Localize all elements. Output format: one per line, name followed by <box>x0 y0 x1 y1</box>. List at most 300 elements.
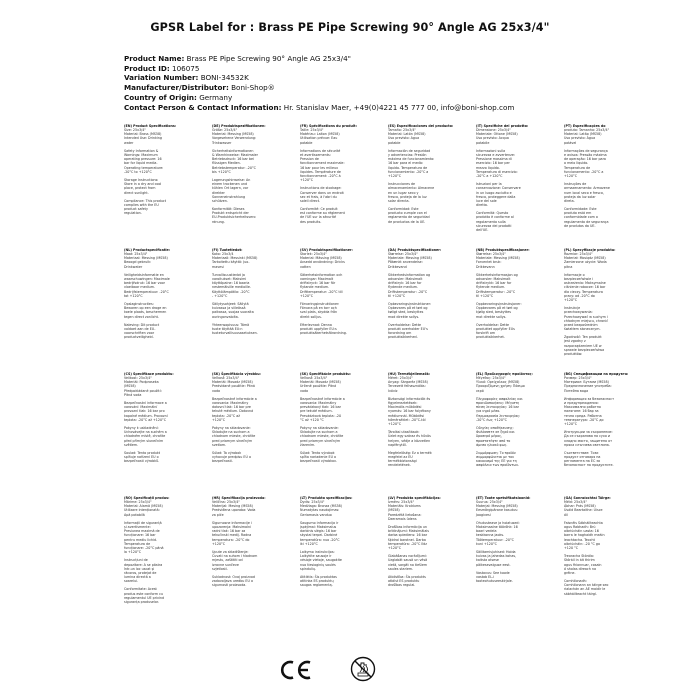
spec-line: Stóráil in áit thirim <box>564 558 595 563</box>
spec-line: Glabāšanas norādījumi: <box>388 554 427 559</box>
spec-line: Θερμοκρασία λειτουργίας: <box>476 413 521 418</box>
spec-line: Säkerhetsinformation och <box>300 272 343 277</box>
spec-line: chladném místě, chraňte <box>124 434 166 439</box>
spec-line: funcționare: -20°C până <box>124 545 164 550</box>
spec-line: Maksimaalne töörõhk: 16 <box>476 525 518 530</box>
spec-line: Materiāls: Kroldums <box>388 504 421 509</box>
spec-line: (MS58) <box>388 508 400 513</box>
spec-line: Material: Mässing (MS58) <box>300 256 342 261</box>
spec-line: iki +120°C <box>300 541 318 546</box>
spec-line: conservazione: Conservare <box>476 186 521 191</box>
spec-line: rdnung. <box>212 219 225 224</box>
header-row <box>124 54 514 64</box>
spec-block <box>388 496 460 587</box>
spec-line: lumina directă a <box>124 574 151 579</box>
spec-line: fresco, proteggere dalla <box>476 194 516 199</box>
spec-block-heading: (ES) Especificaciones del producto: <box>388 124 454 128</box>
spec-line: Drinkwater <box>124 264 143 269</box>
spec-line: Predvídané použitie: Pitná <box>212 384 255 389</box>
spec-line: varování: Maximální <box>124 405 158 410</box>
spec-line: Faisnéis Sábháilteachta <box>564 520 603 525</box>
spec-line: +120°C <box>388 545 402 550</box>
spec-line: Opbevaringsinstruktioner: <box>388 302 432 307</box>
spec-line: +120°C <box>212 417 226 422</box>
spec-line: sprawie bezpieczeństwa <box>564 347 605 352</box>
spec-line: Uso previsto: Agua <box>388 136 420 141</box>
spec-line: produktsäkerhetsförordning. <box>300 331 347 336</box>
spec-line: Informații de siguranță <box>124 520 162 525</box>
spec-line: & Warnhinweise: Maximaler <box>212 153 258 158</box>
spec-line: varningar: Maximalt <box>300 277 334 282</box>
spec-line: Veľkosť: 25x3/4" <box>212 376 240 381</box>
spec-line: flytende medium. <box>476 285 506 290</box>
spec-line: žiarením. <box>300 442 316 447</box>
spec-line: +120°C <box>388 173 402 178</box>
spec-line: pred priamym slnečným <box>212 438 253 443</box>
header-row <box>124 83 514 93</box>
spec-line: e avisos: Pressão máxima <box>564 153 607 158</box>
spec-line: Pressione massima di <box>476 157 512 162</box>
spec-line: Ábhar: Prás (MS58) <box>564 504 596 509</box>
spec-line: Tamaño: 25x3/4" <box>388 128 416 133</box>
spec-line: Efterlevnad: Denna <box>300 322 332 327</box>
spec-line: Vastavus: See toode <box>476 570 510 575</box>
spec-line: Förvaringsinstruktioner: <box>300 302 340 307</box>
spec-line: de operação: 16 bar para <box>564 157 606 162</box>
spec-line: Υλικό: Ορείχαλκος (MS58) <box>476 380 520 385</box>
spec-line: Temperatura de <box>124 541 151 546</box>
spec-line: Súlad: Tento výrobok <box>300 450 335 455</box>
spec-block <box>300 248 372 335</box>
spec-line: Conformitate: Acest <box>124 587 157 592</box>
spec-line: Dzeramais ūdens <box>388 516 417 521</box>
spec-line: tekuté médium. Dotovná <box>212 409 254 414</box>
spec-line: atitinka ES produktų <box>300 579 334 584</box>
spec-line: Skladujte na suchom a <box>212 430 250 435</box>
spec-line: Eesmärgipärane kasutus: <box>476 508 518 513</box>
spec-line: Opslaginstructies: <box>124 302 154 307</box>
spec-line: Izmērs: 25x3/4" <box>388 500 415 505</box>
spec-line: Veľkosť: 25x3/4" <box>300 376 328 381</box>
spec-line: Presiunea maximă de <box>124 529 160 534</box>
spec-line: za piće <box>212 512 224 517</box>
spec-block-heading: (EL) Προδιαγραφές προϊόντος: <box>476 372 533 376</box>
spec-line: Zamierzone użycie: Woda <box>564 260 607 265</box>
spec-line: rialachán an AE maidir le <box>564 587 606 592</box>
spec-line: saugos reglamentą. <box>300 583 333 588</box>
spec-line: Oppbevares på et tørt og <box>476 306 518 311</box>
spec-line: (MS58) <box>124 384 136 389</box>
header-row <box>124 93 514 103</box>
spec-line: Φυλάσσετε σε ξηρό και <box>476 430 515 435</box>
spec-line: koele plaats, beschermen <box>124 310 167 315</box>
spec-line: Maat: 25x3/4" <box>124 252 148 257</box>
spec-line: Instructions de stockage: <box>300 186 342 191</box>
header-label: Product ID: <box>124 63 170 73</box>
spec-line: Medžiaga: Bronza (MS58) <box>300 504 343 509</box>
spec-line: atbilst ES produktu <box>388 579 420 584</box>
spec-line: налягане: 16 бар за <box>564 409 599 414</box>
spec-line: 16 bar para el medio <box>388 161 423 166</box>
spec-line: Lagerungshinweise: An <box>212 178 251 183</box>
spec-block-heading: (IT) Specifiche del prodotto: <box>476 124 529 128</box>
spec-line: auringonvalolta. <box>212 314 239 319</box>
spec-line: Tárolási utasítások: <box>388 430 420 435</box>
spec-line: Materiál: Mosadz (MS58) <box>212 380 253 385</box>
spec-line: brīdinājumi: Maksimālais <box>388 529 429 534</box>
spec-line: des produits. <box>300 219 322 224</box>
spec-line: izravne sunčeve <box>212 562 239 567</box>
spec-line: käyttöpaine: 16 baaria <box>212 281 250 286</box>
spec-line: einem trockenen und <box>212 182 248 187</box>
spec-line: Uzglabāt sausā un vēsā <box>388 558 428 563</box>
spec-line: product safety <box>124 207 148 212</box>
spec-line: +120°C <box>564 173 578 178</box>
spec-block-heading: (SV) Produktspecifikationer: <box>300 248 353 252</box>
spec-line: Sikkerhedsinformation og <box>388 272 431 277</box>
spec-line: varovania: Maximálny <box>212 401 249 406</box>
spec-line: bezpečnosti výrobků. <box>124 459 160 464</box>
header-row <box>124 73 514 83</box>
spec-line: chłodnym miejscu, chronić <box>564 318 609 323</box>
spec-line: advarsler: Maksimalt <box>388 277 423 282</box>
spec-line: Apă potabilă <box>124 512 145 517</box>
spec-line: Съответствие: Този <box>564 450 599 455</box>
spec-line: esercizio: 16 bar per <box>476 161 510 166</box>
spec-line: o meio líquido. <box>564 161 589 166</box>
spec-line: Méid: 25x3/4" <box>564 500 588 505</box>
spec-line: teplota: -20°C až <box>212 413 240 418</box>
spec-line: Veličina: 25x3/4" <box>212 500 240 505</box>
spec-line: keskkonna jaoks. <box>476 533 505 538</box>
spec-line: Συμμόρφωση: Το προϊόν <box>476 450 516 455</box>
spec-line: produto está em <box>564 211 592 216</box>
header-label: Contact Person & Contact Information: <box>124 102 282 112</box>
spec-line: Uchovávejte na suchém a <box>124 430 167 435</box>
spec-line: complies with the EU <box>124 202 159 207</box>
spec-block-heading: (DE) Produktspezifikationen: <box>212 124 266 128</box>
spec-block-heading: (GA) Sonraíochtaí Táirge: <box>564 496 611 500</box>
spec-line: Materiał: Mosiądz (MS58) <box>564 256 606 261</box>
spec-line: +120°C <box>388 421 402 426</box>
spec-line: de produtos da UE. <box>564 223 596 228</box>
spec-line: kuivassa ja viileässä <box>212 306 246 311</box>
spec-block-heading: (DA) Produktspecifikationer: <box>388 248 442 252</box>
spec-line: soleil direct. <box>300 198 321 203</box>
spec-block <box>476 496 548 583</box>
spec-line: bar for liquid media. <box>124 161 158 166</box>
spec-line: voorschriften voor <box>124 331 155 336</box>
spec-line: Instruções de <box>564 182 587 187</box>
spec-line: direkter <box>212 190 225 195</box>
spec-line: mezzo liquido. <box>476 165 500 170</box>
spec-line: teplota: -20°C až +120°C <box>124 417 167 422</box>
spec-block <box>124 248 196 339</box>
spec-line: Istruzioni per la <box>476 182 502 187</box>
spec-line: termékbiztonsági <box>388 459 417 464</box>
spec-line: luce del sole <box>476 198 497 203</box>
spec-line: Prevádzková teplota: -20 <box>300 413 342 418</box>
spec-line: prodotto è conforme al <box>476 215 514 220</box>
spec-line: producto cumple con el <box>388 211 427 216</box>
spec-line: Размер: 25x3/4" <box>564 376 592 381</box>
spec-line: potable <box>388 140 401 145</box>
spec-line: температура: -20°C до <box>564 417 604 422</box>
spec-line: Numatytas naudojimas: <box>300 508 340 513</box>
spec-line: Pression de <box>300 157 319 162</box>
spec-line: leachtacha. Teocht <box>564 537 595 542</box>
spec-line: Sigurnosne informacije i <box>212 520 252 525</box>
spec-line: temperatūra: -20°C līdz <box>388 541 427 546</box>
spec-line: Προοριζόμενη χρήση: Πόσιμο <box>476 384 525 389</box>
spec-line: vyhovuje predpisu EÚ o <box>212 455 251 460</box>
spec-line: bezpečnosti výrobkov. <box>300 459 337 464</box>
spec-line: sval plats, skydda från <box>300 310 338 315</box>
spec-line: regulation. <box>124 211 142 216</box>
spec-line: advarsler: Maksimalt <box>476 277 511 282</box>
spec-line: diretta. <box>476 202 488 207</box>
spec-line: potable <box>300 140 313 145</box>
spec-line: svjetlosti. <box>212 566 228 571</box>
spec-line: Materiale: Ottone (MS58) <box>476 132 518 137</box>
spec-line: pracy: od -20°C do <box>564 293 595 298</box>
spec-line: Informacje o <box>564 272 585 277</box>
spec-line: kuni +120°C <box>476 541 497 546</box>
spec-line: direkt solljus. <box>300 314 322 319</box>
spec-line: Trinkwasser <box>212 140 232 145</box>
spec-line: Biztonsági információk és <box>388 396 431 401</box>
spec-line: Информация за безопасност <box>564 396 615 401</box>
header-value: Brass PE Pipe Screwing 90° Angle AG 25x3/4" <box>184 54 351 63</box>
spec-line: Инструкции за съхранение: <box>564 430 613 435</box>
spec-line: Materijal: Mesing (MS58) <box>212 504 253 509</box>
spec-line: Oppbevaringsinstruksjoner: <box>476 302 522 307</box>
spec-line: Taille: 25x3/4" <box>300 128 324 133</box>
spec-block <box>564 124 636 228</box>
spec-line: Bezpečnostné informácie a <box>300 396 345 401</box>
spec-line: Materiál: Podpraseka <box>124 380 159 385</box>
spec-line: před přímým slunečním <box>124 438 164 443</box>
spec-line: Laikykite sausoje ir <box>300 554 332 559</box>
spec-line: -20°C έως +120°C <box>476 417 507 422</box>
spec-line: Úsáid Beartaithe: Uisce <box>564 508 603 513</box>
spec-block <box>300 496 372 587</box>
spec-line: direta. <box>564 198 575 203</box>
spec-line: vatten <box>300 264 311 269</box>
spec-line: Size: 25x3/4" <box>124 128 146 133</box>
spec-line: продукт отговаря на <box>564 455 601 460</box>
spec-line: Größe: 25x3/4" <box>212 128 238 133</box>
spec-line: συμμορφώνεται με τον <box>476 455 514 460</box>
spec-line: pre tekuté médium. <box>300 409 333 414</box>
spec-line: produktsikkerhed. <box>388 335 418 340</box>
spec-line: schützen. <box>212 198 228 203</box>
spec-block-heading: (SK) Specifikácie produktu: <box>300 372 351 376</box>
spec-line: potável <box>564 140 577 145</box>
spec-line: хладно място, защитено от <box>564 438 613 443</box>
spec-line: rozporządzeniem UE w <box>564 343 602 348</box>
spec-line: Predviđena uporaba: Voda <box>212 508 256 513</box>
spec-block <box>564 372 636 468</box>
spec-block <box>476 248 548 339</box>
spec-line: la +120°C <box>124 550 141 555</box>
spec-line: Store in a dry and cool <box>124 182 162 187</box>
spec-block-heading: (RO) Specificații produs: <box>124 496 170 500</box>
spec-line: Material: Latón (MS58) <box>388 132 426 137</box>
spec-line: Paredzētā lietošana: <box>388 512 422 517</box>
spec-line: varoitukset: Maksimi <box>212 277 247 282</box>
spec-line: Dydis: 25x3/4" <box>300 500 325 505</box>
header-label: Variation Number: <box>124 73 199 83</box>
spec-line: voldoet aan de EU- <box>124 326 156 331</box>
spec-line: Geriamasis vanduo <box>300 512 332 517</box>
spec-line: armazenamento: Armazene <box>564 186 610 191</box>
spec-line: operating pressure: 16 <box>124 157 162 162</box>
spec-line: bezpieczeństwie i <box>564 277 594 282</box>
spec-line: chladnom mieste, chráňte <box>212 434 256 439</box>
spec-line: Maximális működési <box>388 405 422 410</box>
spec-line: kjølig sted, beskyttes <box>476 310 511 315</box>
spec-line: potabile <box>476 140 490 145</box>
spec-line: mod direkte sollys. <box>388 314 420 319</box>
spec-line: Material: Brass (MS58) <box>124 132 162 137</box>
spec-line: Предназначение употреба: <box>564 384 612 389</box>
spec-line: sábháilteacht táirgí. <box>564 591 597 596</box>
spec-line: dotovní tlak: 16 bar pre <box>212 405 251 410</box>
spec-line: Suurus: 25x3/4" <box>476 500 503 505</box>
spec-line: +120°C <box>300 178 314 183</box>
spec-line: mavesi <box>212 264 224 269</box>
spec-line: пряка слънчева светлина. <box>564 442 610 447</box>
product-header <box>124 54 514 112</box>
spec-line: tooteohutuseeskirjale. <box>476 579 513 584</box>
spec-line: Säilitamisjuhised: Hoida <box>476 550 516 555</box>
spec-line: Μέγεθος: 25x3/4" <box>476 376 506 381</box>
spec-line: helyen, védje a közvetlen <box>388 438 431 443</box>
spec-line: temperatūra: nuo -20°C <box>300 537 340 542</box>
spec-line: produkt overholder EU's <box>388 326 428 331</box>
spec-line: dell'UE. <box>476 227 489 232</box>
spec-line: rendeletének. <box>388 463 411 468</box>
spec-line: - +120°C <box>212 293 228 298</box>
spec-line: Størrelse: 25x3/4" <box>388 252 418 257</box>
spec-line: Compliance: This product <box>124 198 167 203</box>
spec-line: líquido. Temperatura de <box>388 165 428 170</box>
spec-block <box>124 372 196 463</box>
spec-line: Материал: Бутами (MS58) <box>564 380 609 385</box>
spec-line: Konformität: Dieses <box>212 207 245 212</box>
spec-line: de l'UE sur la sécurité <box>300 215 336 220</box>
spec-line: Čuvati na suhom i hladnom <box>212 554 258 559</box>
spec-line: Driftstemperatur: -20°C <box>388 289 428 294</box>
spec-line: svetlom. <box>212 442 227 447</box>
header-label: Product Name: <box>124 54 185 63</box>
spec-line: Instrucțiuni de <box>124 558 148 563</box>
spec-line: forordning om <box>388 331 412 336</box>
spec-block <box>388 124 460 224</box>
header-value: 106075 <box>169 63 200 73</box>
spec-line: produto: Tamanho: 25x3/4" <box>564 128 610 133</box>
spec-line: place, protect from <box>124 186 156 191</box>
spec-line: Storlek: 25x3/4" <box>300 252 327 257</box>
spec-line: Conformidade: Este <box>564 207 597 212</box>
spec-line: kaitsta otsese <box>476 558 499 563</box>
spec-line: oibriúcháin: -20 °C go <box>564 541 601 546</box>
spec-line: Forventet bruk: <box>476 260 502 265</box>
spec-block <box>388 372 460 468</box>
spec-line: megfelel az EU <box>388 455 413 460</box>
spec-block-heading: (EN) Product Specifications: <box>124 124 177 128</box>
spec-line: Warnings: Maximum <box>124 153 158 158</box>
spec-line: Atitiktis: Šis produktas <box>300 574 337 579</box>
spec-line: Material: Alamă (MS58) <box>124 504 163 509</box>
spec-line: regulamento de segurança <box>564 219 609 224</box>
spec-line: -20°C a +120°C <box>476 173 503 178</box>
spec-line: Beoogd gebruik: <box>124 260 152 265</box>
spec-line: Matériau: Laiton (MS58) <box>300 132 340 137</box>
spec-line: într-un loc uscat și <box>124 566 155 571</box>
spec-block-heading: (NL) Productspecificatie: <box>124 248 171 252</box>
spec-block-heading: (FI) Tuotetiedot: <box>212 248 243 252</box>
header-row <box>124 103 514 113</box>
spec-line: almacenamiento: Almacene <box>388 186 435 191</box>
spec-line: zadovoljava uredbu EU o <box>212 579 253 584</box>
spec-line: przed bezpośrednim <box>564 322 598 327</box>
spec-line: Ohutusteave ja hoiatused: <box>476 520 520 525</box>
spec-block-heading: (SK) Špecifikácia výrobku: <box>212 372 261 376</box>
spec-line: Sonneneinstrahlung <box>212 194 246 199</box>
spec-line: Materiale: Messing (MS58) <box>476 256 520 261</box>
ce-mark-icon <box>279 659 313 681</box>
spec-line: nuo tiesioginių saulės <box>300 562 336 567</box>
spec-line: funcționare: 16 bar <box>124 533 156 538</box>
spec-line: kapalné médium. Provozní <box>124 413 168 418</box>
spec-line: Produkt entspricht der <box>212 211 249 216</box>
spec-line: Conformité: Ce produit <box>300 207 338 212</box>
spec-line: Storage Instructions: <box>124 178 159 183</box>
spec-line: driftstryk: 16 bar for <box>388 281 422 286</box>
spec-block <box>212 372 284 463</box>
spec-line: sicurezza dei prodotti <box>476 223 512 228</box>
spec-line: vietā, sargāt no tiešiem <box>388 562 428 567</box>
spec-block-heading: (NB) Produktspesifikasjoner: <box>476 248 530 252</box>
spec-line: Conserver dans un endroit <box>300 190 344 195</box>
spec-line: direct sunlight. <box>124 190 149 195</box>
spec-line: til +120°C <box>476 293 494 298</box>
spec-line: +120°C <box>564 421 578 426</box>
spec-block-heading: (PT) Especificações do <box>564 124 606 128</box>
spec-line: przechowywania: <box>564 310 593 315</box>
spec-line: tekućinski medij. Radna <box>212 533 252 538</box>
spec-line: Material: Messing (MS58) <box>212 132 254 137</box>
spec-line: Anyag: Sárgaréz (MS58) <box>388 380 428 385</box>
no-drain-disposal-icon <box>350 656 376 682</box>
spec-line: Drifttemperatur: -20°C till <box>300 289 343 294</box>
spec-line: Veiligheidsinformatie en <box>124 272 164 277</box>
spec-line: päikesevalguse eest. <box>476 562 511 567</box>
spec-line: Käyttölämpötila: -20°C <box>212 289 250 294</box>
spec-line: splňuje nařízení EU o <box>124 455 159 460</box>
spec-line: ostrzeżenia: Maksymalne <box>564 281 606 286</box>
spec-line: driftstrykk: 16 bar for <box>476 281 512 286</box>
spec-line: voda <box>300 388 309 393</box>
header-value: BONI-34532K <box>198 73 249 83</box>
spec-line: de productos de la UE. <box>388 219 426 224</box>
spec-line: waarschuwingen: Maximale <box>124 277 170 282</box>
spec-line: til +120°C <box>388 293 406 298</box>
spec-line: Información de seguridad <box>388 148 431 153</box>
spec-line: Förvara på en torr och <box>300 306 337 311</box>
